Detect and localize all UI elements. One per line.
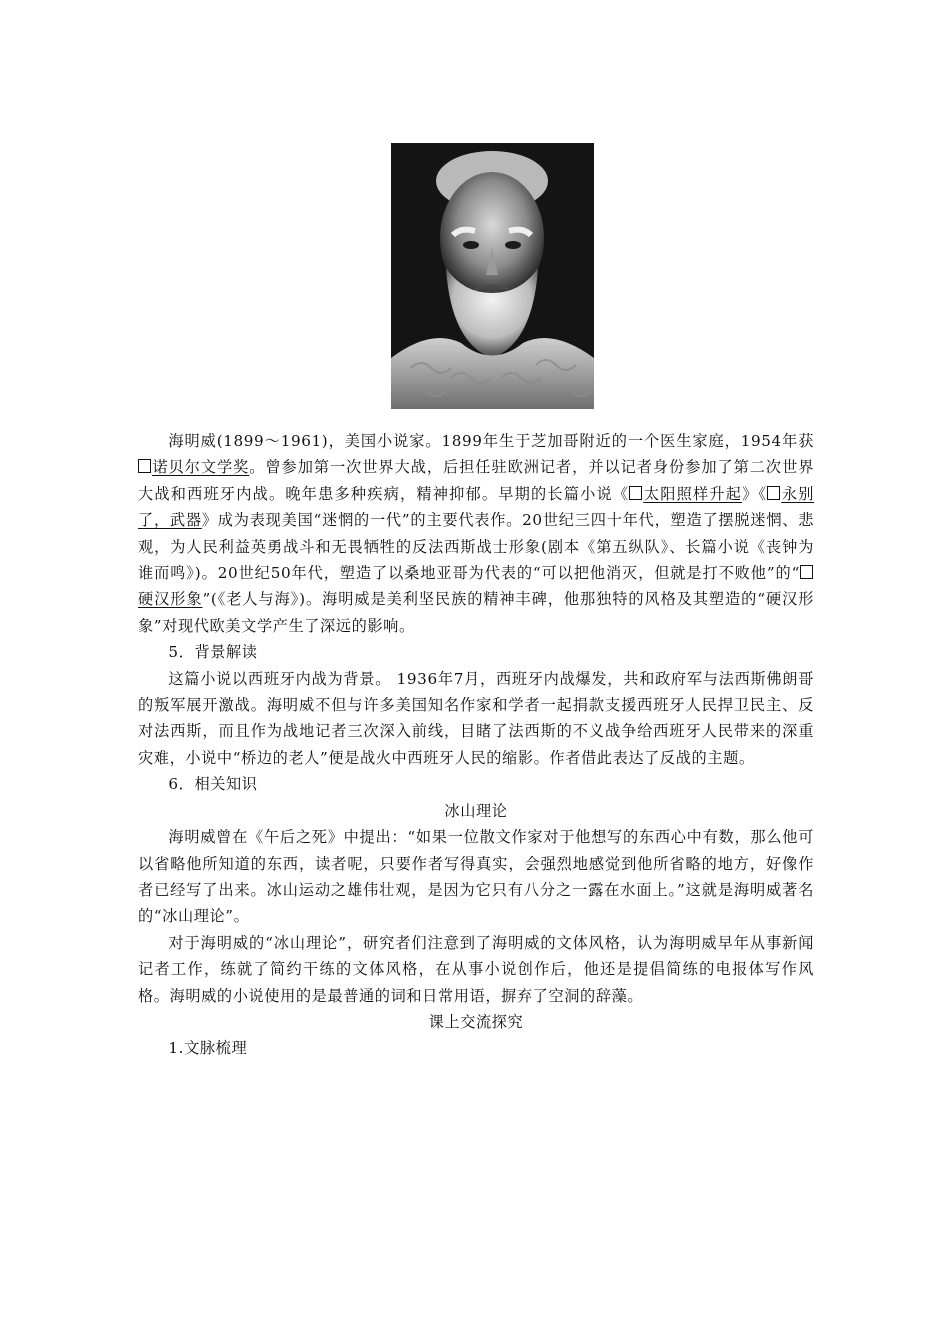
- bio-section: [138, 428, 814, 1062]
- award-link: [138, 458, 249, 476]
- bio-text-2: 。曾参加第一次世界大战，后担任驻欧洲记者，并以记者身份参加了第二次世界大战和西班牙内战。晚年患多种疾病，精神抑郁。早期的长篇小说《: [138, 458, 815, 503]
- bio-text-4: 》成为表现美国“迷惘的一代”的主要代表作。20世纪三四十年代，塑造了摆脱迷惘、悲观，为人民利益英勇战斗和无畏牺牲的反法西斯战士形象(剧本《第五纵队》、长篇小说《丧钟为谁而鸣》)。20世纪50年代，塑造了以桑地亚哥为代表的“可以把他消灭，但就是打不败他”的“: [138, 511, 814, 583]
- novel2-label: 永别了，武器: [138, 484, 814, 530]
- award-label: 诺贝尔文学奖: [152, 458, 250, 477]
- iceberg-paragraph-2: 对于海明威的“冰山理论”，研究者们注意到了海明威的文体风格，认为海明威早年从事新闻记者工作，练就了简约干练的文体风格，在从事小说创作后，他还是提倡简练的电报体写作风格。海明威的小说使用的是最普通的词和日常用语，摒弃了空洞的辞藻。: [138, 933, 814, 1005]
- iceberg-theory-title: 冰山理论: [444, 801, 508, 820]
- classroom-item-1: 1.文脉梳理: [168, 1039, 248, 1058]
- novel1-label: 太阳照样升起: [643, 484, 743, 503]
- hero-label: 硬汉形象: [138, 590, 203, 609]
- bio-text-1: 海明威(1899～1961)，美国小说家。1899年生于芝加哥附近的一个医生家庭，1954年获: [168, 432, 814, 450]
- portrait-icon: [391, 143, 594, 409]
- checkbox-icon: [629, 486, 642, 500]
- novel1-link: [629, 485, 742, 503]
- section6-heading: 6．相关知识: [168, 775, 258, 794]
- iceberg-paragraph-1: 海明威曾在《午后之死》中提出：“如果一位散文作家对于他想写的东西心中有数，那么他可以省略他所知道的东西，读者呢，只要作者写得真实，会强烈地感觉到他所省略的地方，好像作者已经写了出来。冰山运动之雄伟壮观，是因为它只有八分之一露在水面上。”这就是海明威著名的“冰山理论”。: [138, 828, 814, 926]
- classroom-title: 课上交流探究: [428, 1012, 524, 1031]
- section5-heading: 5．背景解读: [168, 643, 258, 662]
- section5-body: 这篇小说以西班牙内战为背景。 1936年7月，西班牙内战爆发，共和政府军与法西斯佛朗哥的叛军展开激战。海明威不但与许多美国知名作家和学者一起捐款支援西班牙人民捍卫民主、反对法西斯，而且作为战地记者三次深入前线，目睹了法西斯的不义战争给西班牙人民带来的深重灾难，小说中“桥边的老人”便是战火中西班牙人民的缩影。作者借此表达了反战的主题。: [138, 669, 814, 767]
- checkbox-icon: [800, 565, 813, 579]
- hemingway-portrait-image: [391, 143, 594, 409]
- bio-text-5: ”(《老人与海》)。海明威是美利坚民族的精神丰碑，他那独特的风格及其塑造的“硬汉形象”对现代欧美文学产生了深远的影响。: [138, 590, 814, 635]
- bio-paragraph: [138, 428, 814, 639]
- checkbox-icon: [138, 459, 151, 473]
- bio-text-3: 》《: [742, 484, 768, 503]
- checkbox-icon: [767, 486, 780, 500]
